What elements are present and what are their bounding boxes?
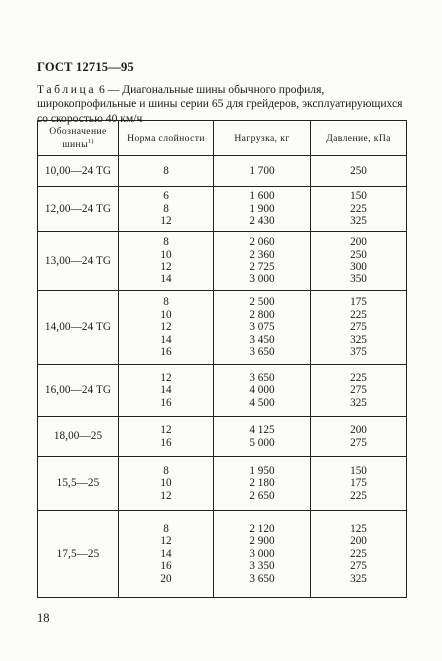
load-value: 2 360 <box>249 248 275 261</box>
cell-load <box>214 417 311 457</box>
ply-value: 16 <box>160 436 172 449</box>
load-value: 2 800 <box>249 308 275 321</box>
ply-value: 14 <box>160 333 172 346</box>
cell-load <box>214 156 311 187</box>
caption-text: 6 — Диагональные шины обычного профиля, широкопрофильные и шины серии 65 для грейдеров, эксплуатирующихся со скоростью 40 км/ч <box>37 83 403 125</box>
ply-value: 8 <box>163 464 169 477</box>
load-value: 2 725 <box>249 261 275 273</box>
cell-ply <box>119 417 214 457</box>
pressure-value: 250 <box>350 164 367 177</box>
pressure-value: 275 <box>350 560 367 573</box>
pressure-value: 225 <box>350 202 367 215</box>
table-row <box>38 457 407 511</box>
load-value: 4 125 <box>249 424 275 437</box>
load-value: 3 650 <box>249 371 275 384</box>
cell-ply <box>119 365 214 417</box>
tyre-load-table <box>37 120 407 598</box>
ply-value: 12 <box>160 489 172 502</box>
tyre-designation: 13,00—24 TG <box>38 232 119 291</box>
load-value: 3 000 <box>249 273 275 286</box>
ply-value: 14 <box>160 273 172 286</box>
pressure-value: 325 <box>350 572 367 585</box>
pressure-value: 225 <box>350 489 367 502</box>
pressure-value: 250 <box>350 248 367 261</box>
load-value: 1 950 <box>249 464 275 477</box>
table-row <box>38 417 407 457</box>
pressure-value: 275 <box>350 436 367 449</box>
ply-value: 14 <box>160 384 172 397</box>
cell-ply <box>119 511 214 598</box>
load-value: 1 700 <box>249 164 275 177</box>
ply-value: 16 <box>160 346 172 359</box>
cell-pressure <box>311 156 407 187</box>
ply-value: 12 <box>160 215 172 228</box>
ply-value: 20 <box>160 572 172 585</box>
pressure-value: 275 <box>350 384 367 397</box>
ply-value: 10 <box>160 477 172 490</box>
pressure-value: 200 <box>350 424 367 437</box>
cell-pressure <box>311 365 407 417</box>
tyre-designation: 10,00—24 TG <box>38 156 119 187</box>
pressure-value: 300 <box>350 261 367 273</box>
document-code: ГОСТ 12715—95 <box>37 60 134 74</box>
tyre-designation: 15,5—25 <box>38 457 119 511</box>
cell-ply <box>119 156 214 187</box>
load-value: 1 900 <box>249 202 275 215</box>
header-load: Нагрузка, кг <box>214 121 311 156</box>
header-pressure: Давление, кПа <box>311 121 407 156</box>
load-value: 3 000 <box>249 547 275 560</box>
ply-value: 16 <box>160 560 172 573</box>
load-value: 3 350 <box>249 560 275 573</box>
tyre-designation: 18,00—25 <box>38 417 119 457</box>
pressure-value: 150 <box>350 464 367 477</box>
cell-ply <box>119 232 214 291</box>
load-value: 3 450 <box>249 333 275 346</box>
cell-load <box>214 511 311 598</box>
cell-load <box>214 187 311 232</box>
ply-value: 8 <box>163 202 169 215</box>
ply-value: 14 <box>160 547 172 560</box>
tyre-designation: 17,5—25 <box>38 511 119 598</box>
cell-pressure <box>311 291 407 365</box>
load-value: 1 600 <box>249 190 275 203</box>
pressure-value: 375 <box>350 346 367 359</box>
pressure-value: 325 <box>350 215 367 228</box>
header-designation: Обозначение шины$^{1)}$ <box>38 121 119 156</box>
cell-load <box>214 291 311 365</box>
table-row <box>38 365 407 417</box>
load-value: 3 650 <box>249 572 275 585</box>
pressure-value: 325 <box>350 396 367 409</box>
load-value: 2 500 <box>249 296 275 309</box>
load-value: 4 000 <box>249 384 275 397</box>
load-value: 2 650 <box>249 489 275 502</box>
cell-ply <box>119 457 214 511</box>
ply-value: 10 <box>160 308 172 321</box>
table-row <box>38 187 407 232</box>
load-value: 2 060 <box>249 236 275 249</box>
cell-pressure <box>311 232 407 291</box>
pressure-value: 200 <box>350 535 367 548</box>
page-number: 18 <box>37 611 50 625</box>
pressure-value: 275 <box>350 321 367 334</box>
ply-value: 8 <box>163 522 169 535</box>
pressure-value: 175 <box>350 296 367 309</box>
cell-pressure <box>311 457 407 511</box>
cell-pressure <box>311 511 407 598</box>
ply-value: 8 <box>163 164 169 177</box>
tyre-designation: 12,00—24 TG <box>38 187 119 232</box>
table-word: Таблица <box>37 83 97 96</box>
cell-pressure <box>311 187 407 232</box>
load-value: 5 000 <box>249 436 275 449</box>
load-value: 4 500 <box>249 396 275 409</box>
pressure-value: 200 <box>350 236 367 249</box>
cell-load <box>214 232 311 291</box>
table-row <box>38 291 407 365</box>
cell-load <box>214 457 311 511</box>
cell-load <box>214 365 311 417</box>
pressure-value: 125 <box>350 522 367 535</box>
pressure-value: 175 <box>350 477 367 490</box>
ply-value: 16 <box>160 396 172 409</box>
ply-value: 12 <box>160 321 172 334</box>
ply-value: 6 <box>163 190 169 203</box>
tyre-designation: 16,00—24 TG <box>38 365 119 417</box>
ply-value: 12 <box>160 261 172 273</box>
pressure-value: 350 <box>350 273 367 286</box>
ply-value: 12 <box>160 535 172 548</box>
ply-value: 10 <box>160 248 172 261</box>
footnote-mark: 1) <box>87 139 94 145</box>
load-value: 2 180 <box>249 477 275 490</box>
pressure-value: 225 <box>350 371 367 384</box>
ply-value: 8 <box>163 296 169 309</box>
cell-pressure <box>311 417 407 457</box>
table-row <box>38 232 407 291</box>
pressure-value: 325 <box>350 333 367 346</box>
load-value: 2 120 <box>249 522 275 535</box>
pressure-value: 225 <box>350 308 367 321</box>
pressure-value: 225 <box>350 547 367 560</box>
header-ply: Норма слойности <box>119 121 214 156</box>
tyre-designation: 14,00—24 TG <box>38 291 119 365</box>
pressure-value: 150 <box>350 190 367 203</box>
ply-value: 12 <box>160 371 172 384</box>
ply-value: 8 <box>163 236 169 249</box>
cell-ply <box>119 187 214 232</box>
ply-value: 12 <box>160 424 172 437</box>
load-value: 3 075 <box>249 321 275 334</box>
table-row <box>38 156 407 187</box>
load-value: 3 650 <box>249 346 275 359</box>
load-value: 2 900 <box>249 535 275 548</box>
cell-ply <box>119 291 214 365</box>
load-value: 2 430 <box>249 215 275 228</box>
table-row <box>38 511 407 598</box>
table-header-row <box>38 121 407 156</box>
